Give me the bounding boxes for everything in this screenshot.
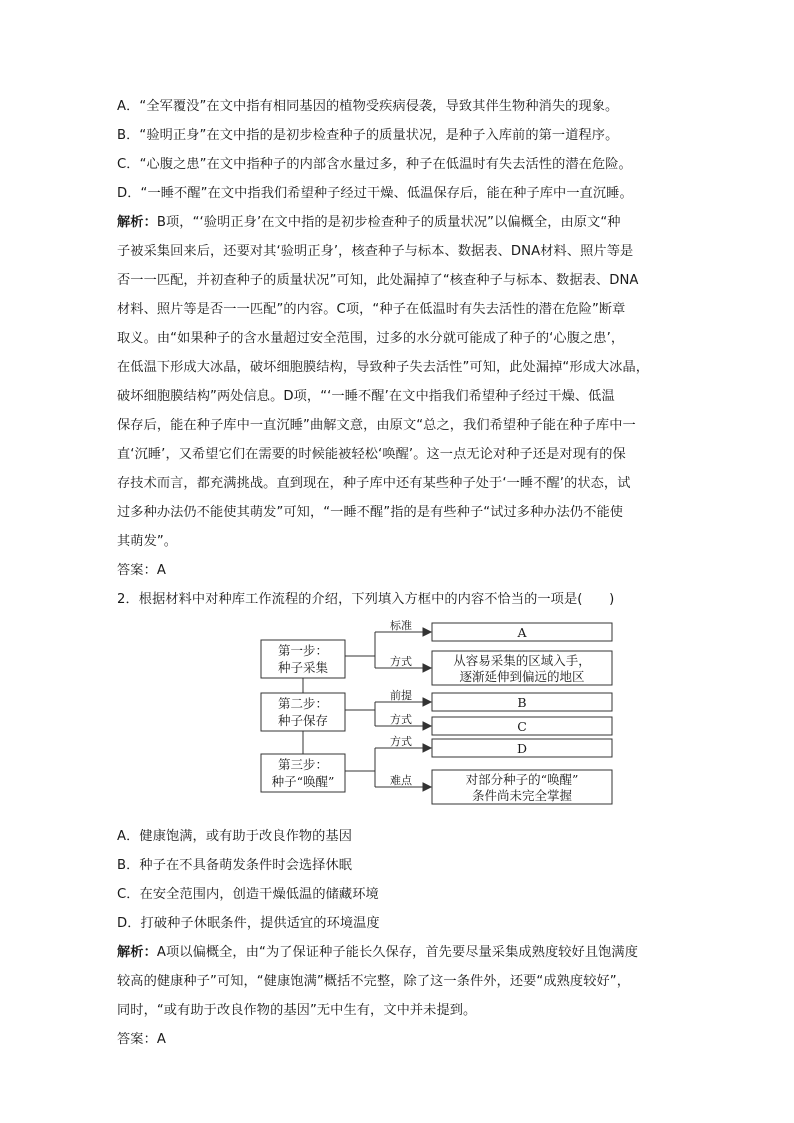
q1-analysis-label: 解析： [117,215,157,230]
q1-analysis-line: 直‘沉睡’，又希望它们在需要的时候能被轻松‘唤醒’。这一点无论对种子还是对现有的保 [117,447,626,462]
box-a-text: A [517,625,527,640]
branch-label-method: 方式 [390,713,412,726]
q1-analysis-line: 破坏细胞膜结构”两处信息。D项，“‘一睡不醒’在文中指我们希望种子经过干燥、低温 [117,389,615,404]
q1-analysis-line: 取义。由“如果种子的含水量超过安全范围，过多的水分就可能成了种子的‘心腹之患’， [117,331,625,346]
q1-analysis-line: B项，“‘验明正身’在文中指的是初步检查种子的质量状况”以偏概全，由原文“种 [156,215,621,230]
step-1-name: 种子采集 [277,660,329,675]
box-d-text: D [516,741,528,756]
q1-analysis [117,208,677,556]
step-2-title: 第二步： [277,696,329,711]
q2-analysis [117,938,677,1025]
step-3-title: 第三步： [277,757,329,772]
q1-options [117,92,677,208]
q2-analysis-line: A项以偏概全，由“为了保证种子能长久保存，首先要尽量采集成熟度较好且饱满度 [156,945,638,960]
q1-answer: 答案：A [117,563,166,578]
branch-label-premise: 前提 [390,689,412,702]
q2-option-d: D．打破种子休眠条件，提供适宜的环境温度 [117,916,380,931]
q1-option-b: B．“验明正身”在文中指的是初步检查种子的质量状况，是种子入库前的第一道程序。 [117,128,619,143]
box-difficulty-line2: 条件尚未完全掌握 [471,788,573,803]
q1-analysis-line: 其萌发”。 [117,534,178,549]
branch-label-method: 方式 [390,655,412,668]
branch-label-method: 方式 [390,735,412,748]
q2-answer: 答案：A [117,1032,166,1047]
q2-analysis-line: 同时，“或有助于改良作物的基因”无中生有，文中并未提到。 [117,1003,477,1018]
document-page [117,92,677,1054]
box-c-text: C [517,719,527,734]
q2-option-a: A．健康饱满，或有助于改良作物的基因 [117,829,353,844]
q1-option-d: D．“一睡不醒”在文中指我们希望种子经过干燥、低温保存后，能在种子库中一直沉睡。 [117,186,633,201]
q1-analysis-line: 过多种办法仍不能使其萌发”可知，“一睡不醒”指的是有些种子“试过多种办法仍不能使 [117,505,624,520]
branch-label-standard: 标准 [390,620,412,632]
branch-label-difficulty: 难点 [390,774,412,787]
q2-option-c: C．在安全范围内，创造干燥低温的储藏环境 [117,887,379,902]
q1-option-c: C．“心腹之患”在文中指种子的内部含水量过多，种子在低温时有失去活性的潜在危险。 [117,157,632,172]
box-difficulty-line1: 对部分种子的“唤醒” [465,772,579,787]
q1-analysis-line: 存技术而言，都充满挑战。直到现在，种子库中还有某些种子处于‘一睡不醒’的状态，试 [117,476,631,491]
q2-analysis-label: 解析： [117,945,157,960]
q1-analysis-line: 保存后，能在种子库中一直沉睡”曲解文意，由原文“总之，我们希望种子能在种子库中一 [117,418,636,433]
box-b-text: B [517,695,527,710]
step-2-name: 种子保存 [277,713,329,728]
box-method-1-line1: 从容易采集的区域入手， [453,653,591,668]
workflow-svg [117,620,677,818]
q2-option-b: B．种子在不具备萌发条件时会选择休眠 [117,858,353,873]
step-1-title: 第一步： [277,643,329,658]
q1-analysis-line: 材料、照片等是否一一匹配”的内容。C项，“种子在低温时有失去活性的潜在危险”断章 [117,302,626,317]
q2-analysis-line: 较高的健康种子”可知，“健康饱满”概括不完整，除了这一条件外，还要“成熟度较好”， [117,974,631,989]
workflow-diagram [117,620,677,818]
q1-option-a: A．“全军覆没”在文中指有相同基因的植物受疾病侵袭，导致其伴生物种消失的现象。 [117,99,619,114]
q1-analysis-line: 子被采集回来后，还要对其‘验明正身’，核查种子与标本、数据表、DNA材料、照片等是 [117,244,634,259]
box-method-1-line2: 逐渐延伸到偏远的地区 [459,669,585,684]
q2-options [117,822,677,938]
q1-analysis-line: 否一一匹配，并初查种子的质量状况”可知，此处漏掉了“核查种子与标本、数据表、DNA [117,273,639,288]
q1-analysis-line: 在低温下形成大冰晶，破坏细胞膜结构，导致种子失去活性”可知，此处漏掉“形成大冰晶， [117,360,650,375]
step-3-name: 种子“唤醒” [271,774,335,789]
q2-stem: 2．根据材料中对种库工作流程的介绍，下列填入方框中的内容不恰当的一项是( ) [117,592,615,607]
